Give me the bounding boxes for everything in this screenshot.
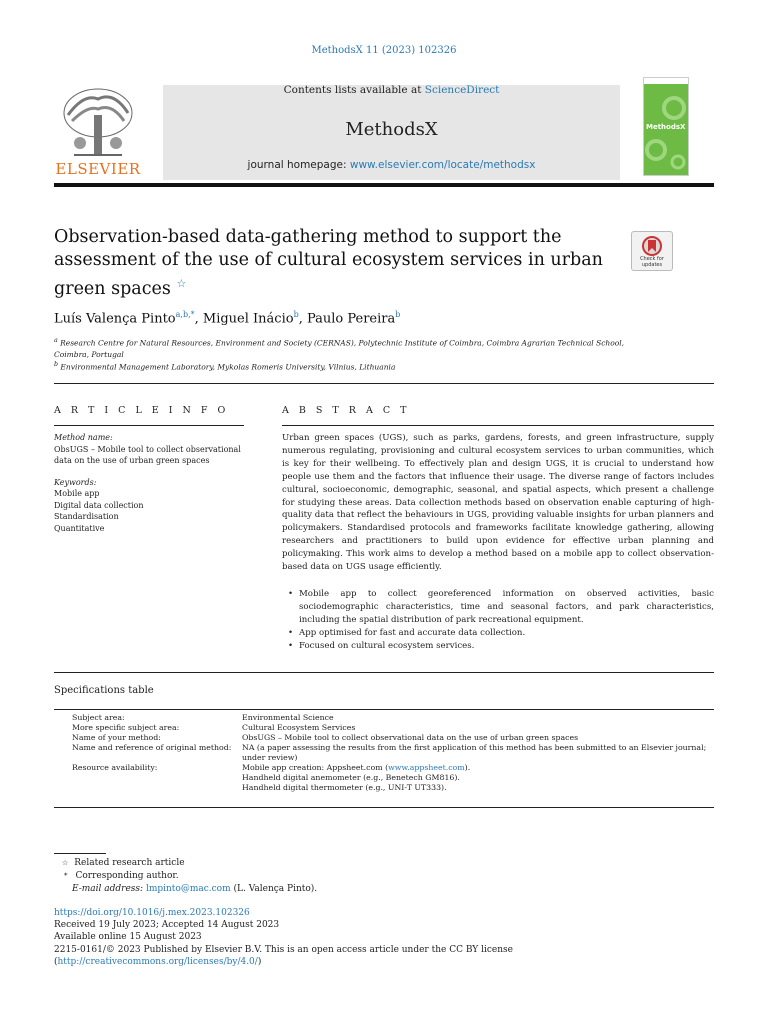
doi-link[interactable]: https://doi.org/10.1016/j.mex.2023.102326: [54, 908, 250, 918]
footnote-email: [72, 883, 317, 895]
article-info-rule: [54, 425, 244, 426]
spec-value: ObsUGS – Mobile tool to collect observational data on the use of urban green spaces: [242, 733, 579, 742]
keyword: Standardisation: [54, 512, 119, 521]
title-footnote-star-icon[interactable]: ☆: [176, 277, 187, 290]
license-line: [54, 956, 513, 968]
keyword: Digital data collection: [54, 500, 144, 510]
affiliation-text: Environmental Management Laboratory, Mykolas Romeris University, Vilnius, Lithuania: [60, 362, 396, 372]
highlights-list: [288, 588, 714, 653]
method-label: Method name:: [54, 433, 113, 442]
homepage-prefix: journal homepage:: [247, 159, 350, 171]
spec-value: Cultural Ecosystem Services: [242, 723, 356, 732]
table-row: [54, 743, 714, 763]
sciencedirect-link[interactable]: ScienceDirect: [424, 84, 500, 96]
author-list: Luís Valença Pinto$^{a,b,*}$, Miguel Inácio$^b$, Paulo Pereira$^b$: [54, 310, 401, 327]
keyword: Mobile app: [54, 489, 100, 498]
spec-key: Subject area:: [72, 713, 125, 722]
table-row: [54, 773, 714, 783]
journal-title: MethodsX: [345, 119, 438, 140]
spec-value: Handheld digital anemometer (e.g., Benetech GM816).: [242, 773, 460, 782]
highlight-item: • Focused on cultural ecosystem services.: [288, 640, 714, 653]
abstract-rule: [282, 425, 714, 426]
affiliation-mark: b: [54, 361, 59, 368]
spec-value: NA (a paper assessing the results from the first application of this method has been submitted to an Elsevier journal; under review): [242, 743, 707, 762]
spec-key: [54, 773, 242, 783]
cover-title: MethodsX: [646, 123, 686, 131]
article-title-text: Observation-based data-gathering method to support the assessment of the use of cultural ecosystem services in urban green spaces: [54, 227, 603, 299]
abstract-bottom-rule: [54, 672, 714, 673]
email-link[interactable]: lmpinto@mac.com: [145, 884, 231, 894]
abstract-text: Urban green spaces (UGS), such as parks, gardens, forests, and green infrastructure, supply numerous regulating, provisioning and cultural ecosystem services to urban communities, which is key for their wellbeing. To effectively plan and design UGS, it is crucial to understand how people use them and the factors that influence their usage. The diverse range of factors includes cultural, socioeconomic, demographic, seasonal, and spatial aspects, which present a challenge for studying these areas. Data collection methods based on observation enable capturing of high-quality data that reflect the behaviours in UGS, providing valuable insights for urban planners and policymakers. Standardised protocols and frameworks facilitate knowledge gathering, allowing researchers and practitioners to build upon evidence for effective urban planning and policymaking. This work aims to develop a method based on a mobile app to collect observation-based data on UGS usage efficiently.: [282, 433, 714, 573]
spec-bottom-rule: [54, 807, 714, 808]
license-link[interactable]: http://creativecommons.org/licenses/by/4.0/: [57, 956, 258, 967]
spec-key: More specific subject area:: [72, 723, 180, 732]
copyright-line: 2215-0161/© 2023 Published by Elsevier B.V. This is an open access article under the CC BY license: [54, 944, 513, 955]
header-rule: [54, 183, 714, 187]
specifications-title: Specifications table: [54, 685, 154, 696]
affiliation-mark: a: [54, 337, 58, 344]
journal-reference[interactable]: MethodsX 11 (2023) 102326: [311, 45, 457, 56]
keyword: Quantitative: [54, 523, 105, 533]
spec-key: Name of your method:: [72, 733, 161, 742]
article-info: [54, 432, 244, 534]
license-close: ): [257, 956, 262, 967]
table-row: [54, 723, 714, 733]
author-name[interactable]: Paulo Pereira: [306, 311, 396, 327]
footnote-related: [54, 857, 185, 869]
journal-cover: [643, 77, 689, 176]
spec-value-text: Mobile app creation: Appsheet.com (: [242, 763, 389, 772]
license-open: (: [54, 956, 58, 967]
spec-key: Resource availability:: [72, 763, 158, 772]
author-affiliation-marks[interactable]: a,b,*: [175, 310, 195, 319]
appsheet-link[interactable]: www.appsheet.com: [388, 763, 465, 772]
table-row: [54, 713, 714, 723]
article-title: [54, 226, 614, 301]
highlight-item: • App optimised for fast and accurate data collection.: [288, 627, 714, 640]
spec-value-suffix: ).: [464, 763, 471, 772]
table-row: [54, 733, 714, 743]
contents-prefix: Contents lists available at: [283, 84, 425, 96]
badge-label: Check for updates: [640, 256, 664, 268]
email-suffix: (L. Valença Pinto).: [230, 884, 318, 894]
spec-value: Environmental Science: [242, 713, 334, 722]
affiliation-b: [54, 359, 654, 373]
asterisk-icon: *: [64, 872, 68, 880]
affiliation-text: Research Centre for Natural Resources, Environment and Society (CERNAS), Polytechnic Institute of Coimbra, Coimbra Agrarian Technical School, Coimbra, Portugal: [54, 338, 625, 359]
check-for-updates-badge[interactable]: [631, 231, 673, 271]
abstract-heading: A B S T R A C T: [282, 405, 410, 416]
method-value: ObsUGS – Mobile tool to collect observational data on the use of urban green spaces: [54, 444, 241, 465]
footnote-corresponding: [54, 870, 179, 882]
star-icon: ☆: [62, 859, 69, 867]
author-affiliation-marks[interactable]: b: [395, 310, 401, 319]
footnote-text: Related research article: [74, 858, 185, 868]
available-date: Available online 15 August 2023: [54, 932, 202, 943]
footnote-rule: [54, 853, 106, 854]
specifications-table: [54, 713, 714, 793]
received-date: Received 19 July 2023; Accepted 14 August 2023: [54, 920, 280, 931]
author-name[interactable]: Luís Valença Pinto: [54, 311, 176, 327]
spec-top-rule: [54, 709, 714, 710]
spec-key: Name and reference of original method:: [72, 743, 232, 752]
footnote-text: Corresponding author.: [75, 871, 179, 881]
table-row: [54, 783, 714, 793]
contents-available-line: [163, 84, 620, 96]
author-name[interactable]: Miguel Inácio: [202, 311, 294, 327]
article-info-heading: A R T I C L E I N F O: [54, 405, 229, 416]
journal-homepage-line: [163, 159, 620, 171]
affiliation-rule: [54, 383, 714, 384]
keywords-label: Keywords:: [54, 477, 97, 487]
homepage-link[interactable]: www.elsevier.com/locate/methodsx: [349, 159, 536, 171]
affiliation-a: [54, 335, 654, 360]
spec-value: Handheld digital thermometer (e.g., UNI-T UT333).: [242, 783, 447, 792]
publication-info: [54, 907, 513, 968]
spec-key: [54, 783, 242, 793]
elsevier-wordmark: ELSEVIER: [55, 160, 141, 178]
highlight-item: • Mobile app to collect georeferenced information on observed activities, basic sociodemographic characteristics, time and seasonal factors, and park characteristics, including the spatial distribution of park recreational equipment.: [288, 588, 714, 627]
author-affiliation-marks[interactable]: b: [293, 310, 299, 319]
email-label: E-mail address:: [72, 884, 146, 894]
table-row: [54, 763, 714, 773]
spec-value: [242, 763, 714, 773]
